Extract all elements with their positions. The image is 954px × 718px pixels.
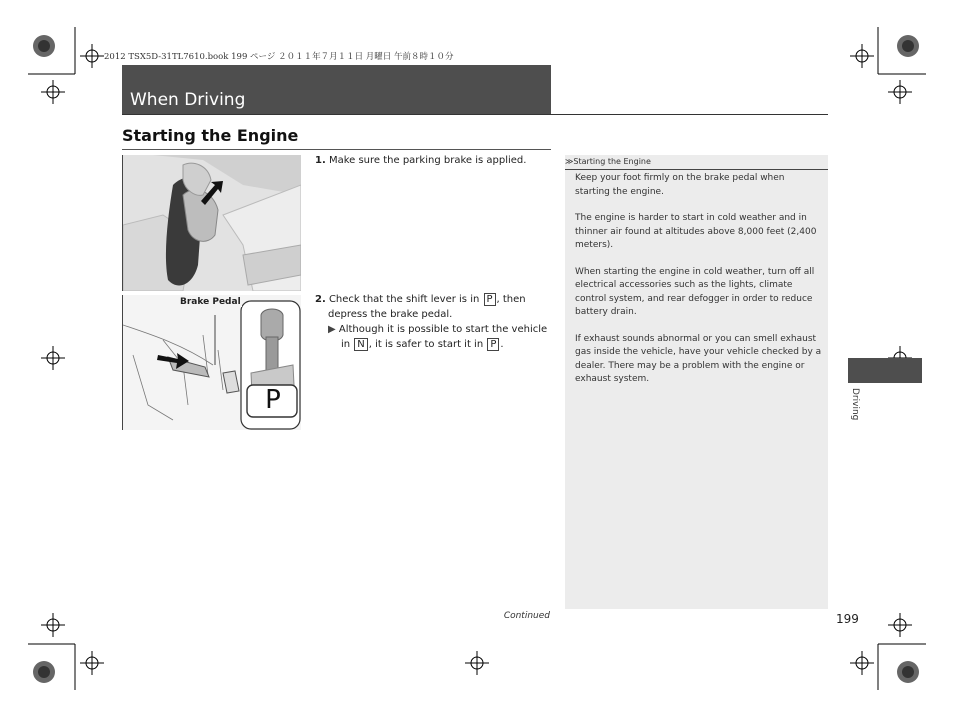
sidebar-line: gas inside the vehicle, have your vehicle checked by a [575,347,822,357]
sidebar-paragraph-1 [575,172,825,199]
step-2-line-2: depress the brake pedal. [328,309,453,320]
sidebar-line: battery drain. [575,307,637,317]
page-heading: Starting the Engine [122,126,299,145]
chapter-tab-text: Driving [850,388,860,421]
step-2-note-line-2 [315,337,555,352]
note-text: Although it is possible to start the vehicle [338,324,548,335]
sidebar-body [575,172,825,387]
step-2-line-1 [315,292,555,307]
brake-pedal-illustration [122,295,301,430]
shift-position-key-n: N [354,338,367,351]
step-2-text: Check that the shift lever is in [328,294,483,305]
sidebar-line: starting the engine. [575,186,664,197]
step-2 [315,292,555,352]
sidebar-line: If exhaust sounds abnormal or you can smell exhaust [575,333,817,344]
park-letter: P [265,385,281,415]
chapter-tab-label [848,388,860,438]
step-2-text-cont: , then [496,294,526,305]
note-marker-icon: ▶ [328,324,336,335]
step-1-number: 1. [315,155,326,166]
step-1-text: Make sure the parking brake is applied. [328,155,527,166]
sidebar-line: control system, and rear defogger in order to reduce [575,293,813,304]
step-2-number: 2. [315,294,326,305]
section-banner [122,65,551,114]
parking-brake-illustration [122,155,301,291]
sidebar-paragraph-3 [575,266,825,320]
brake-pedal-callout: Brake Pedal [180,297,241,307]
note-text-c: , it is safer to start it in [368,339,487,350]
chapter-tab [848,358,922,383]
step-1 [315,153,550,168]
sidebar-title: Starting the Engine [573,157,651,166]
sidebar-marker-icon: ≫ [565,157,574,166]
step-2-note-line-1 [315,322,555,337]
page-number: 199 [836,612,859,626]
heading-rule [122,149,551,150]
sidebar-line: exhaust system. [575,374,650,384]
sidebar-line: meters). [575,240,614,250]
print-header: 2012 TSX5D-31TL7610.book 199 ページ ２０１１年７月１１日 月曜日 午前８時１０分 [104,52,454,62]
sidebar-line: dealer. There may be a problem with the engine or [575,360,805,371]
sidebar-header [565,155,828,170]
banner-rule [122,114,828,115]
note-text-b: in [341,339,354,350]
sidebar-line: thinner air found at altitudes above 8,000 feet (2,400 [575,226,817,237]
continued-label: Continued [503,611,550,621]
shift-position-key-p: P [484,293,496,306]
sidebar-line: When starting the engine in cold weather, turn off all [575,266,815,277]
shift-position-key-p-2: P [487,338,499,351]
sidebar-line: Keep your foot firmly on the brake pedal when [575,173,785,183]
sidebar-paragraph-4 [575,333,825,387]
sidebar-line: electrical accessories such as the lights, climate [575,280,793,290]
section-title: When Driving [130,90,246,110]
note-text-d: . [500,339,504,350]
sidebar-paragraph-2 [575,212,825,253]
sidebar-line: The engine is harder to start in cold weather and in [575,213,807,223]
